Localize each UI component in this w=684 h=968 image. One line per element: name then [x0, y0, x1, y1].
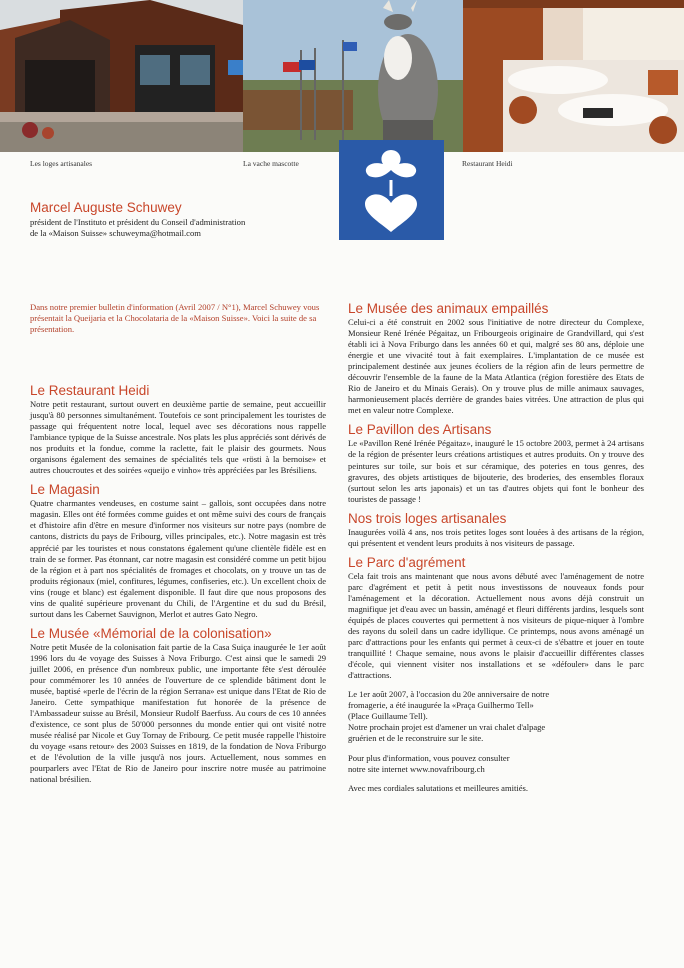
section-text: Cela fait trois ans maintenant que nous avons débuté avec l'aménagement de notre parc d'agrément et petit à petit nous investissons de nouveaux fonds pour l'aménagement et la décoration. Actuellement nous avons déjà construit un magnifique jet d'eau avec un bassin, aménagé et fleuri différents jardins, lesquels sont équipés de places couvertes qui permettent à nos visiteurs de pique-niquer à l'ombre des rayons du soleil dans un cadre idyllique. Ce printemps, nous avons aménagé un parc d'attractions pour les enfants qui permet à ceux-ci de s'ébattre et jouer en toute tranquillité ! Chaque semaine, nous avons le plaisir d'accueillir différentes classes d'école, qui viennent visiter nos installations et se «défouler» dans le parc d'attractions. — [348, 570, 644, 681]
section-text: Quatre charmantes vendeuses, en costume saint – gallois, sont occupées dans notre magasin. Elles ont été formées comme guides et ont même suivi des cours de français et d'histoire afin d'être en mesure d'informer nos visiteurs sur notre pays (nombre de cantons, districts du pays de Fribourg, villes principales, etc.). Notre magasin est très apprécié par les touristes et nous constatons également qu'une clientèle fidèle est en train de se former. Pas étonnant, car notre magasin est considéré comme un petit bijou de la région et à part nos spécialités de fromages et chocolats, on y trouve un tas de produits régionaux (miel, confitures, légumes, confiseries, etc.). Un excellent choix de vins (rouge et blanc) est également disponible. Il faut dire que nous proposons des vins de qualité supérieure provenant du Chili, de l'Argentine et du sud du Brésil, surtout dans les Cabernet Sauvignon, Merlot et autres Gato Negro. — [30, 498, 326, 619]
closing-line: gruérien et de le reconstruire sur le site. — [348, 733, 484, 744]
section-text: Notre petit restaurant, surtout ouvert en deuxième partie de semaine, peut accueillir jusqu'à 80 personnes simultanément. Toutefois ce sont principalement les touristes de passage qui fréquentent notre local, lequel avec ses décorations nous rappelle l'ambiance typique de la Suisse ancestrale. Nos plats les plus appréciés sont dérivés de nos produits et la fondue, comme la raclette, fait le plaisir des gourmets. Nous organisons également des semaines de spécialités tels que «rösti à la bernoise» et autres choucroutes et des soirées «queijo e vinho» très appréciées par les Brésiliens. — [30, 399, 326, 476]
section-text: Celui-ci a été construit en 2002 sous l'initiative de notre directeur du Complexe, Monsieur René Irénée Pégaitaz, un Fribourgeois originaire de Grandvillard, qui s'est établi ici à Nova Friburgo dans les années 60 et qui, malgré ses 80 ans, déploie une énergie et une vivacité tout à fait exemplaires. L'implantation de ce musée est principalement destinée aux jeunes écoliers de la région afin de leurs permettre de découvrir l'ensemble de la faune de la Mata Atlantica (région forestière des Etats de Rio de Janeiro et du Minais Gerais). On y trouve plus de mille animaux sauvages, harmonieusement placés derrière de grandes baies vitrées. Une attraction de plus qui met en valeur notre Complexe. — [348, 317, 644, 416]
closing-line: Notre prochain projet est d'amener un vrai chalet d'alpage — [348, 722, 546, 733]
closing-paragraph — [348, 689, 644, 744]
section-title: Le Pavillon des Artisans — [348, 422, 492, 438]
author-role — [30, 217, 330, 239]
closing-block — [348, 689, 644, 793]
right-column — [348, 301, 644, 802]
closing-paragraph — [348, 753, 644, 775]
section-title: Nos trois loges artisanales — [348, 510, 507, 526]
author-role-line: président de l'Instituto et président du Conseil d'administration — [30, 217, 246, 227]
closing-line: fromagerie, a été inaugurée la «Praça Guilhermo Tell» — [348, 700, 534, 711]
photo-loges-artisanales — [0, 0, 243, 152]
intro-paragraph: Dans notre premier bulletin d'information (Avril 2007 / N°1), Marcel Schuwey vous présentait la Queijaria et la Chocolataria de la «Maison Suisse». Voici la suite de sa présentation. — [30, 302, 320, 334]
closing-line: Le 1er août 2007, à l'occasion du 20e anniversaire de notre — [348, 689, 550, 700]
heart-edelweiss-logo — [339, 140, 444, 240]
section-title: Le Magasin — [30, 482, 100, 498]
caption-restaurant: Restaurant Heidi — [462, 159, 513, 168]
closing-salutation: Avec mes cordiales salutations et meilleures amitiés. — [348, 782, 528, 793]
closing-line: notre site internet www.novafribourg.ch — [348, 763, 485, 774]
caption-vache: La vache mascotte — [243, 159, 299, 168]
section-title: Le Musée des animaux empaillés — [348, 301, 549, 316]
section-text: Inaugurées voilà 4 ans, nos trois petites loges sont louées à des artisans de la région, qui présentent et vendent leurs produits à nos visiteurs de passage. — [348, 526, 644, 548]
section-title: Le Musée «Mémorial de la colonisation» — [30, 625, 272, 641]
closing-line: (Place Guillaume Tell). — [348, 711, 428, 722]
photo-restaurant-heidi — [463, 0, 684, 152]
author-name: Marcel Auguste Schuwey — [30, 200, 182, 215]
section-text: Le «Pavillon René Irénée Pégaitaz», inauguré le 15 octobre 2003, permet à 24 artisans de la région de présenter leurs créations artistiques et autres produits. On y trouve des peintures sur toile, sur bois et sur céramique, des poteries en tous genres, des gravures, des objets artistiques de bijouterie, des broderies, des ensembles floraux (surtout selon les arts japonais) et un tas d'autres objets qui font le bonheur des touristes de passage ! — [348, 438, 644, 504]
section-text: Notre petit Musée de la colonisation fait partie de la Casa Suiça inaugurée le 1er août 1996 lors du 4e voyage des Suisses à Nova Friburgo. C'est ainsi que le samedi 29 juillet 2006, en présence d'un nombreux public, une importante fête s'est déroulée pour commémorer les 10 années de l'ouverture de ce splendide bâtiment dont le musée, baptisé «perle de l'écrin de la région Serrana» est unique dans l'Etat de Rio de Janeiro. Cette sympathique manifestation fut honorée de la présence de l'Ambassadeur suisse au Brésil, Monsieur Rudolf Baerfuss. Au cours de ces 10 années d'existence, ce sont plus de 50'000 personnes du monde entier qui ont visité notre musée réalisé par Nicole et Guy Tornay de Fribourg. Ce petit musée rappelle l'histoire du voyage «sans retour» des 2003 Suisses en 1819, de la fondation de Nova Friburgo et de l'évolution de la ville jusqu'à nos jours. Actuellement, nous sommes en pourparlers avec l'Etat de Rio de Janeiro pour inscrire notre musée au patrimoine national brésilien. — [30, 641, 326, 785]
cow-illustration — [243, 0, 463, 152]
section-title: Le Parc d'agrément — [348, 554, 466, 570]
heart-icon — [339, 140, 444, 240]
restaurant-illustration — [463, 0, 684, 152]
loges-illustration — [0, 0, 243, 152]
left-column — [30, 383, 326, 791]
caption-loges: Les loges artisanales — [30, 159, 93, 168]
closing-line: Pour plus d'information, vous pouvez consulter — [348, 752, 510, 763]
author-role-line: de la «Maison Suisse» schuweyma@hotmail.com — [30, 228, 201, 238]
section-title: Le Restaurant Heidi — [30, 383, 150, 398]
photo-vache-mascotte — [243, 0, 463, 152]
